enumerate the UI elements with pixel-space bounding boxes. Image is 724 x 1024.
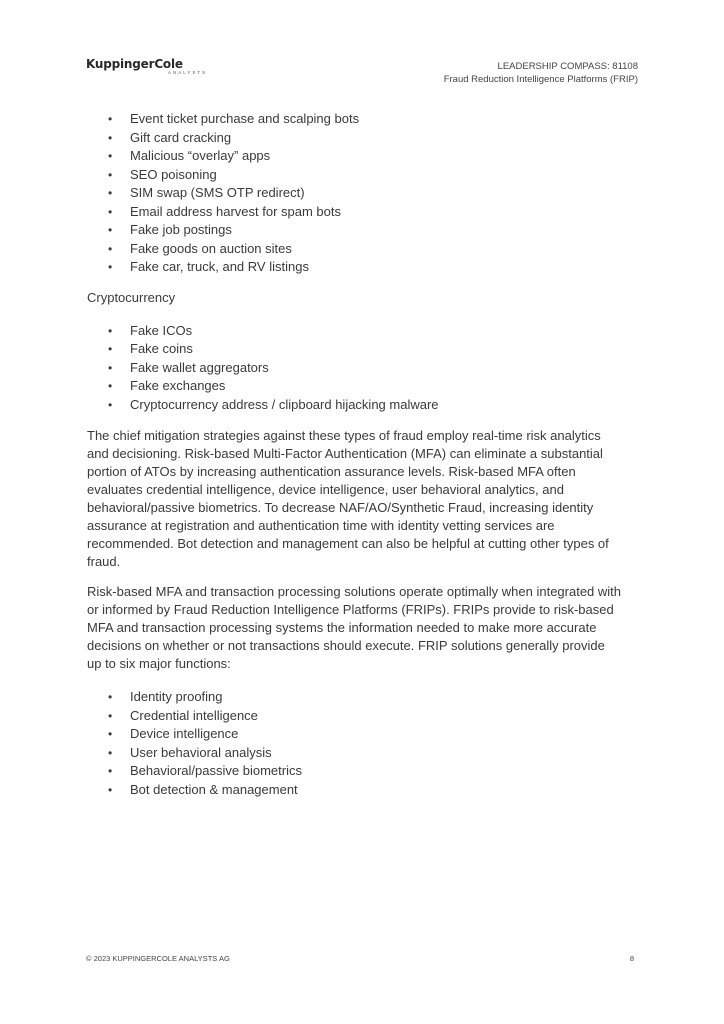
list-item: • User behavioral analysis	[108, 744, 272, 760]
list-item: • Fake wallet aggregators	[108, 359, 269, 375]
list-item: • Fake coins	[108, 341, 193, 356]
bullet-icon: •	[108, 204, 113, 219]
list-item: • Fake exchanges	[108, 378, 226, 393]
crypto-fraud-list	[87, 322, 642, 415]
list-item: • Fake job postings	[108, 222, 232, 237]
bullet-icon: •	[108, 260, 113, 274]
list-item: • Email address harvest for spam bots	[108, 203, 341, 219]
list-item: • Fake ICOs	[108, 322, 193, 338]
page-content	[87, 110, 642, 799]
list-item: • Gift card cracking	[108, 129, 232, 145]
bullet-icon: •	[108, 708, 113, 723]
list-item: • Identity proofing	[108, 689, 223, 704]
document-title: Fraud Reduction Intelligence Platforms (FRIP)	[443, 74, 638, 85]
page-header	[444, 60, 638, 86]
list-item: • SEO poisoning	[108, 166, 217, 182]
bullet-icon: •	[108, 167, 113, 182]
bullet-icon: •	[108, 112, 113, 126]
frip-functions-list	[87, 688, 642, 799]
footer-copyright: © 2023 KUPPINGERCOLE ANALYSTS AG	[86, 954, 230, 963]
list-item: • Device intelligence	[108, 726, 239, 741]
frip-paragraph: Risk-based MFA and transaction processing solutions operate optimally when integrated with or informed by Fraud Reduction Intelligence Platforms (FRIPs). FRIPs provide to risk-based MFA and transaction processing systems the information needed to make more accurate decisions on whether or not transactions should execute. FRIP solutions generally provide up to six major functions:	[87, 584, 622, 671]
list-item: • Fake car, truck, and RV listings	[108, 259, 309, 274]
bullet-icon: •	[108, 782, 113, 797]
page-number: 8	[629, 954, 634, 963]
list-item: • Credential intelligence	[108, 707, 258, 723]
bullet-icon: •	[108, 323, 113, 338]
logo-wordmark: KuppingerCole	[86, 57, 183, 71]
list-item: • Event ticket purchase and scalping bots	[108, 111, 360, 126]
bullet-icon: •	[108, 149, 113, 163]
list-item: • Fake goods on auction sites	[108, 240, 292, 256]
section-heading-cryptocurrency: Cryptocurrency	[87, 289, 176, 305]
bullet-icon: •	[108, 764, 113, 778]
list-item: • Malicious “overlay” apps	[108, 148, 271, 163]
fraud-types-list	[87, 110, 642, 277]
list-item: • SIM swap (SMS OTP redirect)	[108, 185, 305, 200]
document-id: LEADERSHIP COMPASS: 81108	[497, 61, 638, 72]
bullet-icon: •	[108, 130, 113, 145]
bullet-icon: •	[108, 397, 113, 412]
bullet-icon: •	[108, 690, 113, 704]
bullet-icon: •	[108, 379, 113, 393]
bullet-icon: •	[108, 360, 113, 375]
bullet-icon: •	[108, 727, 113, 741]
bullet-icon: •	[108, 745, 113, 760]
kuppingercole-logo	[86, 57, 206, 77]
list-item: • Behavioral/passive biometrics	[108, 763, 302, 778]
bullet-icon: •	[108, 342, 113, 356]
bullet-icon: •	[108, 241, 113, 256]
bullet-icon: •	[108, 186, 113, 200]
bullet-icon: •	[108, 223, 113, 237]
logo-subtitle: ANALYSTS	[168, 70, 208, 75]
list-item: • Bot detection & management	[108, 781, 298, 797]
list-item: • Cryptocurrency address / clipboard hijacking malware	[108, 396, 439, 412]
mitigation-paragraph: The chief mitigation strategies against these types of fraud employ real-time risk analytics and decisioning. Risk-based Multi-Factor Authentication (MFA) can eliminate a substantial portion of ATOs by increasing authentication assurance levels. Risk-based MFA often evaluates credential intelligence, device intelligence, user behavioral analytics, and behavioral/passive biometrics. To decrease NAF/AO/Synthetic Fraud, increasing identity assurance at registration and authentication time with identity vetting services are recommended. Bot detection and management can also be helpful at cutting other types of fraud.	[87, 428, 609, 569]
